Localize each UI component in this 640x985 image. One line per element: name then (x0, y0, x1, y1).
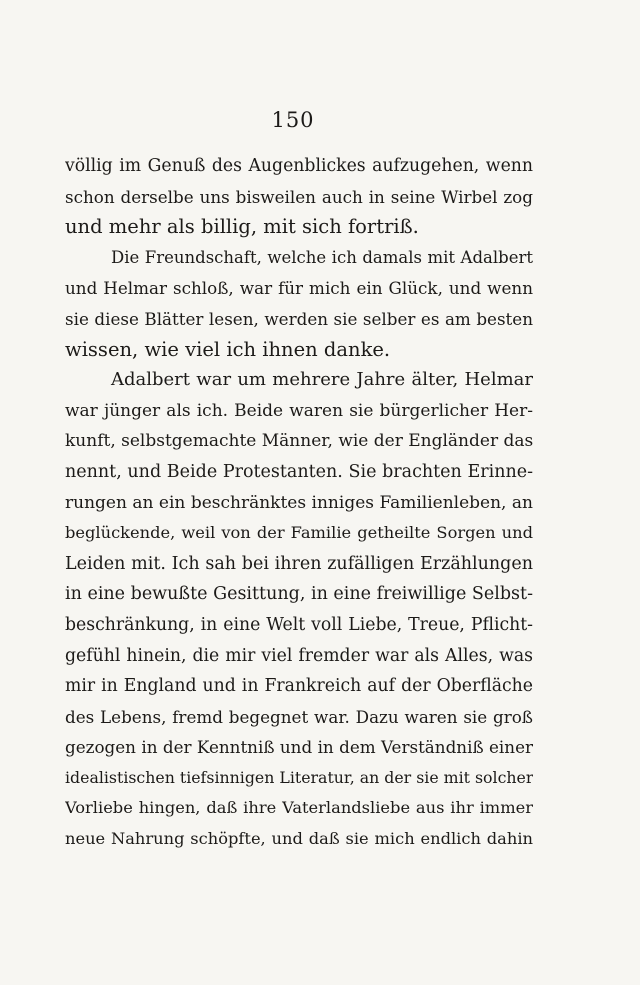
text-line: und mehr als billig, mit sich fortriß. (65, 215, 419, 239)
text-line: wissen, wie viel ich ihnen danke. (65, 337, 391, 361)
page-number: 150 (271, 108, 315, 132)
text-line: nennt, und Beide Protestanten. Sie brachten Erinne- (65, 461, 533, 482)
text-line: gezogen in der Kenntniß und in dem Verständniß einer (65, 737, 533, 758)
text-line: gefühl hinein, die mir viel fremder war als Alles, was (65, 645, 533, 666)
text-line: in eine bewußte Gesittung, in eine freiwillige Selbst- (65, 584, 533, 605)
text-line: schon derselbe uns bisweilen auch in seine Wirbel zog (65, 186, 533, 207)
text-line: war jünger als ich. Beide waren sie bürgerlicher Her- (65, 400, 533, 421)
text-line: beglückende, weil von der Familie getheilte Sorgen und (65, 523, 533, 543)
text-line: neue Nahrung schöpfte, und daß sie mich endlich dahin (65, 829, 533, 849)
text-line: beschränkung, in eine Welt voll Liebe, Treue, Pflicht- (65, 614, 533, 635)
text-line: Leiden mit. Ich sah bei ihren zufälligen Erzählungen (65, 553, 533, 574)
body-text (65, 151, 533, 855)
text-line: des Lebens, fremd begegnet war. Dazu waren sie groß (65, 706, 533, 727)
text-line: idealistischen tiefsinnigen Literatur, an der sie mit solcher (65, 767, 533, 787)
text-line: rungen an ein beschränktes inniges Familienleben, an (65, 492, 533, 513)
text-line: Die Freundschaft, welche ich damals mit Adalbert (111, 247, 533, 267)
text-line: Vorliebe hingen, daß ihre Vaterlandsliebe aus ihr immer (65, 798, 533, 818)
text-line: sie diese Blätter lesen, werden sie selber es am besten (65, 308, 533, 329)
text-line: völlig im Genuß des Augenblickes aufzugehen, wenn (65, 156, 533, 176)
text-line: mir in England und in Frankreich auf der Oberfläche (65, 676, 533, 697)
text-line: Adalbert war um mehrere Jahre älter, Helmar (111, 369, 533, 391)
text-line: kunft, selbstgemachte Männer, wie der Engländer das (65, 431, 533, 452)
text-line: und Helmar schloß, war für mich ein Glück, und wenn (65, 278, 533, 299)
